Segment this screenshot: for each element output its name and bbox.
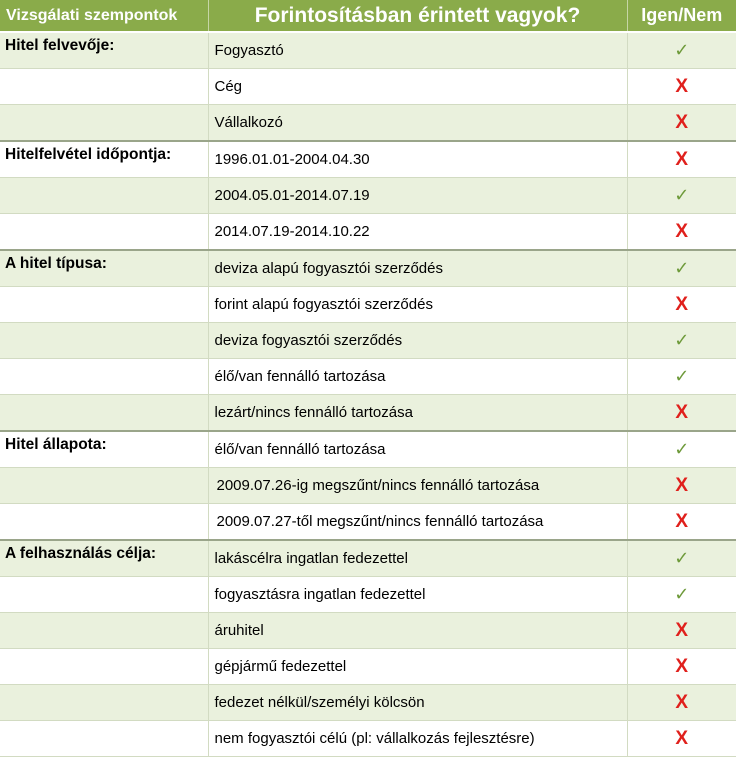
option-cell: nem fogyasztói célú (pl: vállalkozás fejlesztésre)	[208, 721, 627, 757]
option-cell: lezárt/nincs fennálló tartozása	[208, 395, 627, 432]
cross-icon: X	[675, 474, 689, 496]
criteria-cell	[0, 685, 208, 721]
option-cell: élő/van fennálló tartozása	[208, 431, 627, 468]
answer-cell	[627, 323, 736, 359]
criteria-cell	[0, 613, 208, 649]
table-row	[0, 32, 736, 69]
answer-cell	[627, 287, 736, 323]
table-row	[0, 504, 736, 541]
table-row	[0, 540, 736, 577]
option-cell: fedezet nélkül/személyi kölcsön	[208, 685, 627, 721]
criteria-cell	[0, 105, 208, 142]
criteria-cell: A felhasználás célja:	[0, 540, 208, 577]
table-row	[0, 577, 736, 613]
criteria-cell	[0, 69, 208, 105]
option-cell: Fogyasztó	[208, 32, 627, 69]
cross-icon: X	[675, 148, 689, 170]
table-row	[0, 359, 736, 395]
answer-cell	[627, 178, 736, 214]
cross-icon: X	[675, 619, 689, 641]
cross-icon: X	[675, 510, 689, 532]
answer-cell	[627, 685, 736, 721]
answer-cell	[627, 468, 736, 504]
option-cell: deviza fogyasztói szerződés	[208, 323, 627, 359]
option-cell: 1996.01.01-2004.04.30	[208, 141, 627, 178]
answer-cell	[627, 721, 736, 757]
checkmark-icon: ✓	[674, 185, 690, 205]
header-row	[0, 0, 736, 32]
option-cell: gépjármű fedezettel	[208, 649, 627, 685]
criteria-cell: Hitelfelvétel időpontja:	[0, 141, 208, 178]
header-yes-no: Igen/Nem	[627, 0, 736, 32]
answer-cell	[627, 577, 736, 613]
table-row	[0, 69, 736, 105]
option-cell: fogyasztásra ingatlan fedezettel	[208, 577, 627, 613]
option-cell: forint alapú fogyasztói szerződés	[208, 287, 627, 323]
header-criteria: Vizsgálati szempontok	[0, 0, 208, 32]
table-body	[0, 32, 736, 757]
option-cell: Cég	[208, 69, 627, 105]
answer-cell	[627, 141, 736, 178]
table-row	[0, 323, 736, 359]
table-row	[0, 721, 736, 757]
option-cell: áruhitel	[208, 613, 627, 649]
option-cell: 2009.07.27-től megszűnt/nincs fennálló tartozása	[208, 504, 627, 541]
cross-icon: X	[675, 111, 689, 133]
criteria-cell: Hitel felvevője:	[0, 32, 208, 69]
cross-icon: X	[675, 75, 689, 97]
answer-cell	[627, 613, 736, 649]
criteria-cell	[0, 323, 208, 359]
header-question: Forintosításban érintett vagyok?	[208, 0, 627, 32]
answer-cell	[627, 431, 736, 468]
cross-icon: X	[675, 220, 689, 242]
option-cell: 2004.05.01-2014.07.19	[208, 178, 627, 214]
option-cell: lakáscélra ingatlan fedezettel	[208, 540, 627, 577]
criteria-cell	[0, 504, 208, 541]
table-row	[0, 141, 736, 178]
cross-icon: X	[675, 401, 689, 423]
criteria-cell	[0, 577, 208, 613]
table-row	[0, 468, 736, 504]
answer-cell	[627, 540, 736, 577]
answer-cell	[627, 649, 736, 685]
cross-icon: X	[675, 293, 689, 315]
answer-cell	[627, 32, 736, 69]
table-row	[0, 649, 736, 685]
criteria-cell	[0, 721, 208, 757]
criteria-cell	[0, 214, 208, 251]
table-row	[0, 685, 736, 721]
checkmark-icon: ✓	[674, 548, 690, 568]
cross-icon: X	[675, 655, 689, 677]
option-cell: 2009.07.26-ig megszűnt/nincs fennálló tartozása	[208, 468, 627, 504]
criteria-cell: Hitel állapota:	[0, 431, 208, 468]
criteria-cell	[0, 287, 208, 323]
checkmark-icon: ✓	[674, 330, 690, 350]
table-row	[0, 214, 736, 251]
table-row	[0, 105, 736, 142]
checkmark-icon: ✓	[674, 40, 690, 60]
table-row	[0, 431, 736, 468]
option-cell: 2014.07.19-2014.10.22	[208, 214, 627, 251]
answer-cell	[627, 69, 736, 105]
answer-cell	[627, 359, 736, 395]
answer-cell	[627, 250, 736, 287]
criteria-cell: A hitel típusa:	[0, 250, 208, 287]
table-row	[0, 250, 736, 287]
checkmark-icon: ✓	[674, 258, 690, 278]
answer-cell	[627, 105, 736, 142]
table-row	[0, 395, 736, 432]
answer-cell	[627, 504, 736, 541]
criteria-cell	[0, 649, 208, 685]
option-cell: Vállalkozó	[208, 105, 627, 142]
checkmark-icon: ✓	[674, 366, 690, 386]
criteria-cell	[0, 395, 208, 432]
criteria-cell	[0, 468, 208, 504]
checkmark-icon: ✓	[674, 439, 690, 459]
cross-icon: X	[675, 727, 689, 749]
option-cell: deviza alapú fogyasztói szerződés	[208, 250, 627, 287]
criteria-cell	[0, 359, 208, 395]
cross-icon: X	[675, 691, 689, 713]
table-row	[0, 287, 736, 323]
table-row	[0, 613, 736, 649]
criteria-cell	[0, 178, 208, 214]
answer-cell	[627, 214, 736, 251]
table-row	[0, 178, 736, 214]
option-cell: élő/van fennálló tartozása	[208, 359, 627, 395]
checkmark-icon: ✓	[674, 584, 690, 604]
answer-cell	[627, 395, 736, 432]
